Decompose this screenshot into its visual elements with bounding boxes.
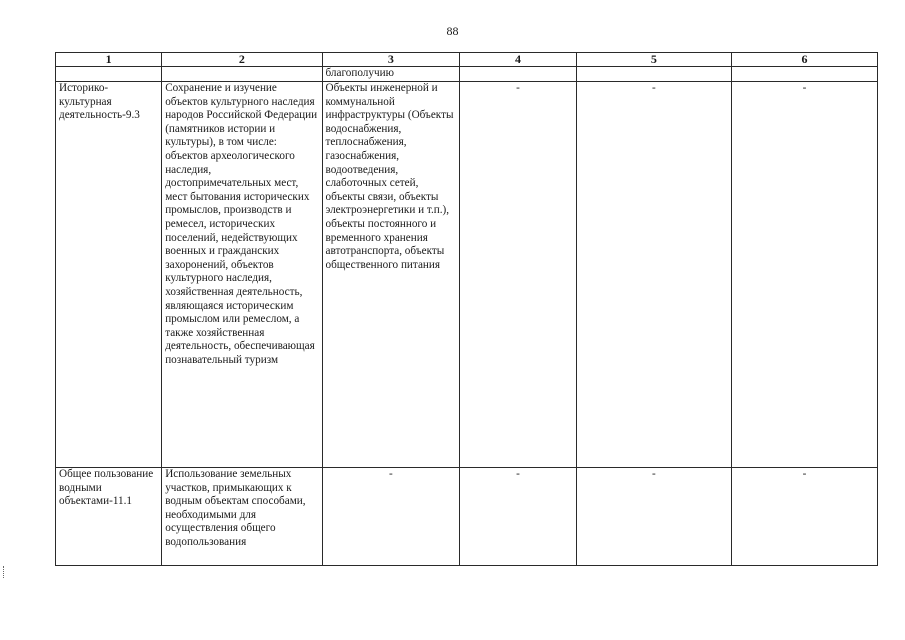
cell-col5: - <box>576 82 731 468</box>
cell-col5 <box>576 67 731 82</box>
table-row-continued <box>56 67 878 82</box>
cell-col6 <box>731 67 877 82</box>
cell-description: Использование земельных участков, примыкающих к водным объектам способами, необходимыми для осуществления общего водопользования <box>162 468 322 566</box>
cell-auxiliary-uses: благополучию <box>322 67 460 82</box>
cell-col6: - <box>731 82 877 468</box>
cell-col5: - <box>576 468 731 566</box>
column-header-3: 3 <box>322 53 460 67</box>
regulations-table <box>55 52 878 566</box>
cell-activity-type: Историко-культурная деятельность-9.3 <box>56 82 162 468</box>
scan-margin-mark <box>3 566 7 578</box>
page-number: 88 <box>446 24 459 38</box>
cell-auxiliary-uses: - <box>322 468 460 566</box>
cell-activity-type: Общее пользование водными объектами-11.1 <box>56 468 162 566</box>
cell-col6: - <box>731 468 877 566</box>
column-header-1: 1 <box>56 53 162 67</box>
cell-description <box>162 67 322 82</box>
column-header-6: 6 <box>731 53 877 67</box>
cell-description: Сохранение и изучение объектов культурного наследия народов Российской Федерации (памятников истории и культуры), в том числе: объектов археологического наследия, достопримечательных мест, мест бытования исторических промыслов, производств и ремесел, исторических поселений, недействующих военных и гражданских захоронений, объектов культурного наследия, хозяйственная деятельность, являющаяся историческим промыслом или ремеслом, а также хозяйственная деятельность, обеспечивающая познавательный туризм <box>162 82 322 468</box>
column-header-5: 5 <box>576 53 731 67</box>
table-row <box>56 82 878 468</box>
column-header-4: 4 <box>460 53 576 67</box>
cell-auxiliary-uses: Объекты инженерной и коммунальной инфраструктуры (Объекты водоснабжения, теплоснабжения, газоснабжения, водоотведения, слаботочных сетей, объекты связи, объекты электроэнергетики и т.п.), объекты постоянного и временного хранения автотранспорта, объекты общественного питания <box>322 82 460 468</box>
cell-col4: - <box>460 468 576 566</box>
column-header-2: 2 <box>162 53 322 67</box>
cell-col4: - <box>460 82 576 468</box>
table-row <box>56 468 878 566</box>
cell-activity-type <box>56 67 162 82</box>
header-row <box>56 53 878 67</box>
cell-col4 <box>460 67 576 82</box>
